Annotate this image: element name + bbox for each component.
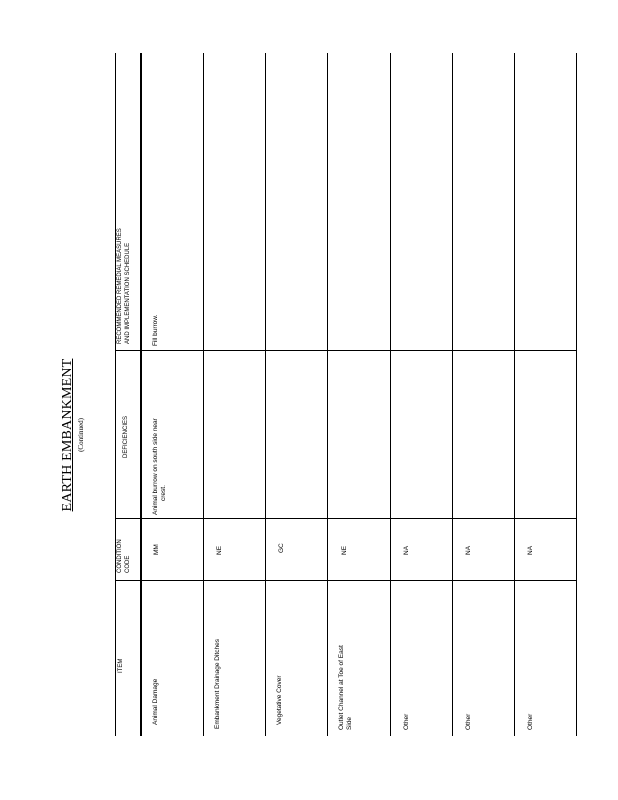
row-separator [390,53,391,736]
row-separator [514,53,515,736]
row-separator [452,53,453,736]
column-separator [115,580,577,581]
table-border-right [576,53,577,736]
row-separator [203,53,204,736]
page-subtitle: (Continued) [77,418,85,452]
page-title: EARTH EMBANKMENT [60,358,75,512]
header-separator [140,53,142,736]
table-border-left [115,53,116,736]
row-separator [265,53,266,736]
embankment-table: ITEM CONDITION CODE DEFICIENCIES RECOMMENDED REMEDIAL MEASURES AND IMPLEMENTATION SCHEDULE Animal Damage MM Animal burrow on south side near crest. Fill burrow. Embankment Drainage Ditches NE Vegetative Cover GC Outlet Channel at Toe of East Side NE Other NA Other NA Other NA [115,53,577,736]
row-separator [327,53,328,736]
column-separator [115,350,577,351]
column-separator [115,518,577,519]
